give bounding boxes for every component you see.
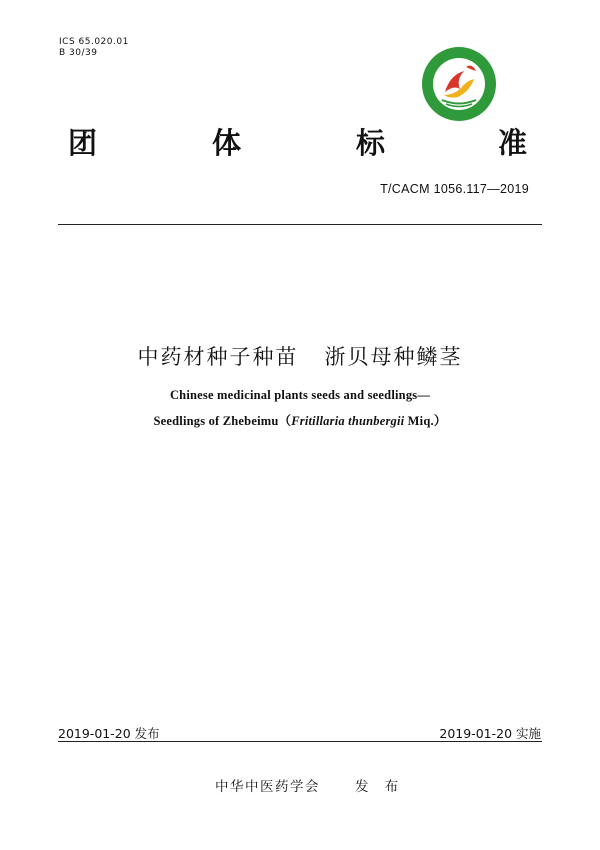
standard-type-char-3: 标 [356, 126, 386, 160]
chinese-title: 中药材种子种苗 浙贝母种鳞茎 [137, 345, 463, 369]
society-logo [420, 45, 498, 123]
logo-emblem-icon [420, 45, 498, 123]
ics-code: ICS 65.020.01 [59, 37, 129, 47]
publisher-name: 中华中医药学会 [215, 779, 320, 795]
latin-species-name: Fritillaria thunbergii [291, 414, 405, 428]
standard-type-char-1: 团 [68, 126, 98, 160]
bottom-divider [58, 741, 542, 742]
english-title-line-1: Chinese medicinal plants seeds and seedlings— [169, 388, 431, 402]
english-title-prefix: Seedlings of Zhebeimu（ [153, 414, 292, 428]
english-title-line-2 [0, 411, 600, 429]
english-title-suffix: Miq.） [404, 414, 447, 428]
standard-number: T/CACM 1056.117—2019 [380, 182, 529, 196]
implement-date: 2019-01-20 实施 [439, 726, 541, 741]
ccs-code: B 30/39 [59, 48, 98, 58]
publish-label: 发 布 [355, 779, 405, 795]
top-divider [58, 224, 542, 225]
publish-date: 2019-01-20 发布 [58, 726, 160, 741]
standard-type-char-2: 体 [212, 126, 242, 160]
standard-type-char-4: 准 [498, 126, 528, 160]
